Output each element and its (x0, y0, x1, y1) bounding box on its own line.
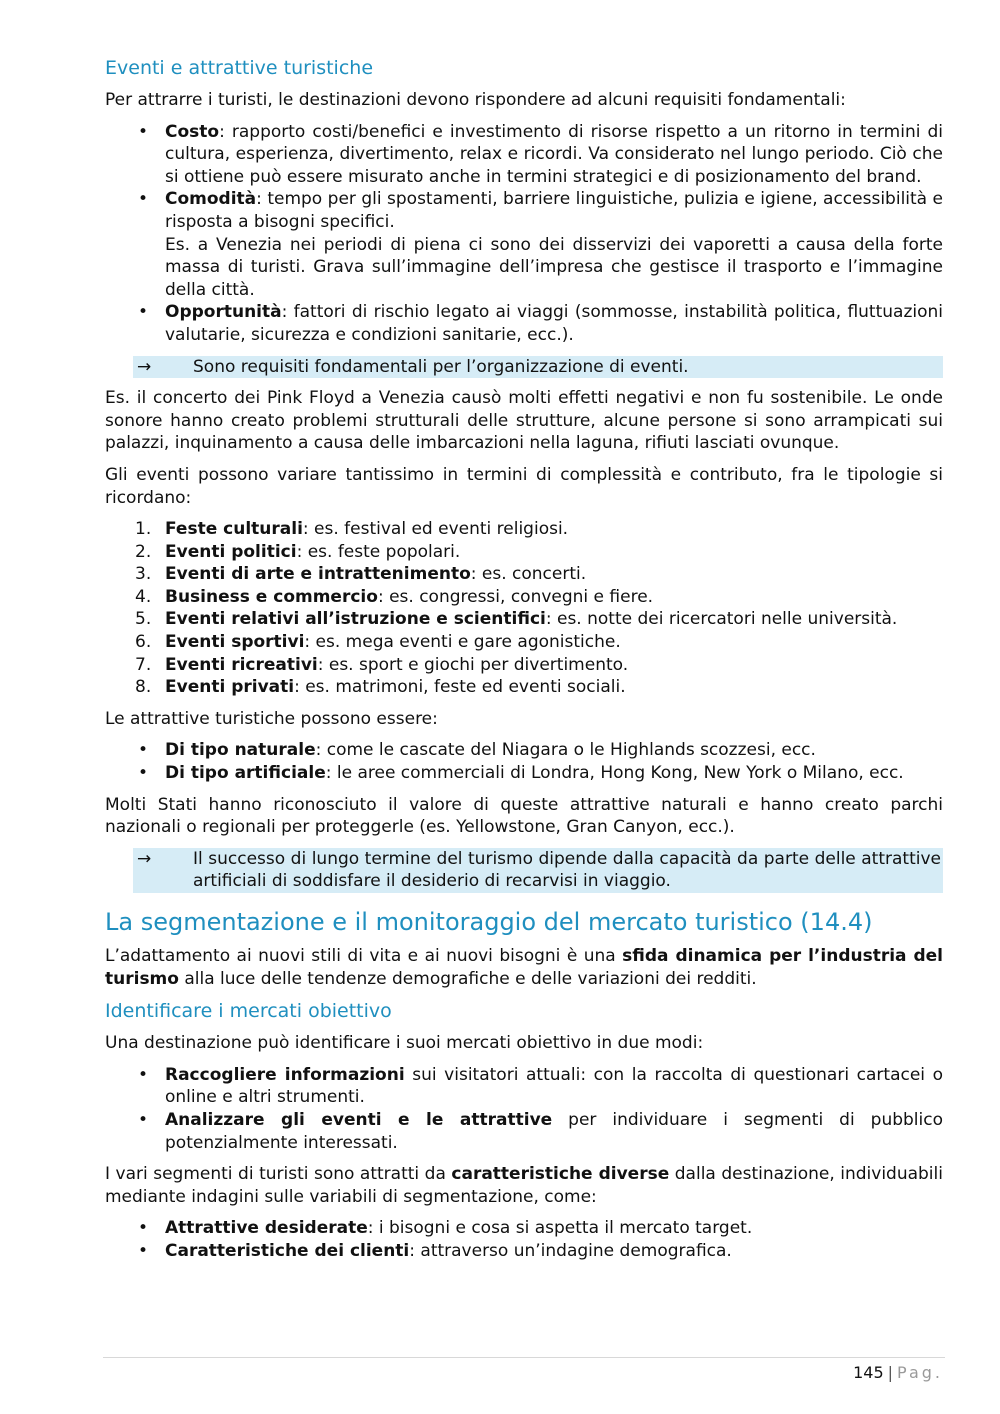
list-item: • Comodità: tempo per gli spostamenti, barriere linguistiche, pulizia e igiene, accessibilità e risposta a bisogni specifici. Es. a Venezia nei periodi di piena ci sono dei disservizi dei vaporetti a causa della forte massa di turisti. Grava sull’immagine dell’impresa che gestisce il trasporto e l’immagine della città. (138, 189, 943, 300)
list-item: • Raccogliere informazioni sui visitatori attuali: con la raccolta di questionari cartacei o online e altri strumenti. (138, 1064, 943, 1108)
section-heading-eventi: Eventi e attrattive turistiche (105, 57, 374, 79)
list-item: 1. Feste culturali: es. festival ed eventi religiosi. (135, 519, 569, 540)
arrow-right-icon: → (137, 848, 152, 869)
list-item: 8. Eventi privati: es. matrimoni, feste ed eventi sociali. (135, 677, 626, 698)
list-item: 7. Eventi ricreativi: es. sport e giochi per divertimento. (135, 654, 629, 675)
page-content (105, 56, 943, 1272)
list-item: 5. Eventi relativi all’istruzione e scientifici: es. notte dei ricercatori nelle università. (135, 609, 898, 630)
paragraph-adattamento: L’adattamento ai nuovi stili di vita e ai nuovi bisogni è una sfida dinamica per l’industria del turismo alla luce delle tendenze demografiche e delle variazioni dei redditi. (105, 946, 943, 989)
paragraph-destinazione: Una destinazione può identificare i suoi mercati obiettivo in due modi: (105, 1033, 704, 1054)
bullet-icon: • (138, 1240, 149, 1261)
bullet-icon: • (138, 189, 149, 210)
paragraph-pink-floyd: Es. il concerto dei Pink Floyd a Venezia causò molti effetti negativi e non fu sostenibile. Le onde sonore hanno creato problemi strutturali delle strutture, alcune persone si sono arrampicati sui palazzi, inquinamento a causa delle imbarcazioni nella laguna, rifiuti lasciati ovunque. (105, 388, 943, 454)
paragraph-eventi: Gli eventi possono variare tantissimo in termini di complessità e contributo, fra le tipologie si ricordano: (105, 464, 943, 508)
list-item: • Caratteristiche dei clienti: attraverso un’indagine demografica. (138, 1240, 732, 1261)
arrow-right-icon: → (137, 356, 152, 377)
page-footer (853, 1362, 943, 1384)
bullet-icon: • (138, 1218, 149, 1239)
bullet-icon: • (138, 740, 149, 761)
paragraph-intro: Per attrarre i turisti, le destinazioni devono rispondere ad alcuni requisiti fondamentali: (105, 90, 846, 110)
variables-list (105, 1217, 943, 1262)
paragraph-attrattive: Le attrattive turistiche possono essere: (105, 708, 438, 729)
list-item: 3. Eventi di arte e intrattenimento: es. concerti. (135, 564, 587, 585)
attractions-list (105, 739, 943, 784)
page-label: Pag. (897, 1363, 943, 1382)
bullet-icon: • (138, 302, 149, 323)
section-heading-mercati: Identificare i mercati obiettivo (105, 1000, 392, 1023)
list-item: 2. Eventi politici: es. feste popolari. (135, 541, 461, 562)
paragraph-segmenti: I vari segmenti di turisti sono attratti da caratteristiche diverse dalla destinazione, individuabili mediante indagini sulle variabili di segmentazione, come: (105, 1164, 943, 1207)
methods-list (105, 1064, 943, 1154)
paragraph-stati: Molti Stati hanno riconosciuto il valore di queste attrattive naturali e hanno creato parchi nazionali o regionali per proteggerle (es. Yellowstone, Gran Canyon, ecc.). (105, 794, 943, 838)
bullet-icon: • (138, 763, 149, 784)
list-item: • Attrattive desiderate: i bisogni e cosa si aspetta il mercato target. (138, 1218, 753, 1239)
bullet-icon: • (138, 121, 149, 142)
callout-box: → Il successo di lungo termine del turismo dipende dalla capacità da parte delle attrattive artificiali di soddisfare il desiderio di recarvisi in viaggio. (133, 848, 943, 893)
footer-divider (103, 1357, 945, 1358)
list-item: 6. Eventi sportivi: es. mega eventi e gare agonistiche. (135, 632, 621, 653)
list-item: • Di tipo artificiale: le aree commerciali di Londra, Hong Kong, New York o Milano, ecc. (138, 763, 904, 784)
event-types-list (105, 518, 943, 699)
bullet-icon: • (138, 1109, 149, 1130)
callout-box: → Sono requisiti fondamentali per l’organizzazione di eventi. (133, 356, 943, 379)
list-item: • Di tipo naturale: come le cascate del Niagara o le Highlands scozzesi, ecc. (138, 740, 816, 761)
example-text: Es. a Venezia nei periodi di piena ci sono dei disservizi dei vaporetti a causa della forte massa di turisti. Grava sull’immagine dell’impresa che gestisce il trasporto e l’immagine della città. (165, 234, 943, 300)
page-number: 145 (853, 1363, 884, 1382)
list-item: • Costo: rapporto costi/benefici e investimento di risorse rispetto a un ritorno in termini di cultura, esperienza, divertimento, relax e ricordi. Va considerato nel lungo periodo. Ciò che si ottiene può essere misurato anche in termini strategici e di posizionamento del brand. (138, 121, 943, 187)
footer-separator: | (887, 1363, 894, 1382)
list-item: 4. Business e commercio: es. congressi, convegni e fiere. (135, 586, 654, 607)
list-item: • Opportunità: fattori di rischio legato ai viaggi (sommosse, instabilità politica, fluttuazioni valutarie, sicurezza e condizioni sanitarie, ecc.). (138, 302, 943, 345)
list-item: • Analizzare gli eventi e le attrattive per individuare i segmenti di pubblico potenzialmente interessati. (138, 1109, 943, 1153)
section-heading-segmentazione: La segmentazione e il monitoraggio del mercato turistico (14.4) (105, 908, 873, 936)
requirements-list (105, 121, 943, 347)
bullet-icon: • (138, 1064, 149, 1085)
